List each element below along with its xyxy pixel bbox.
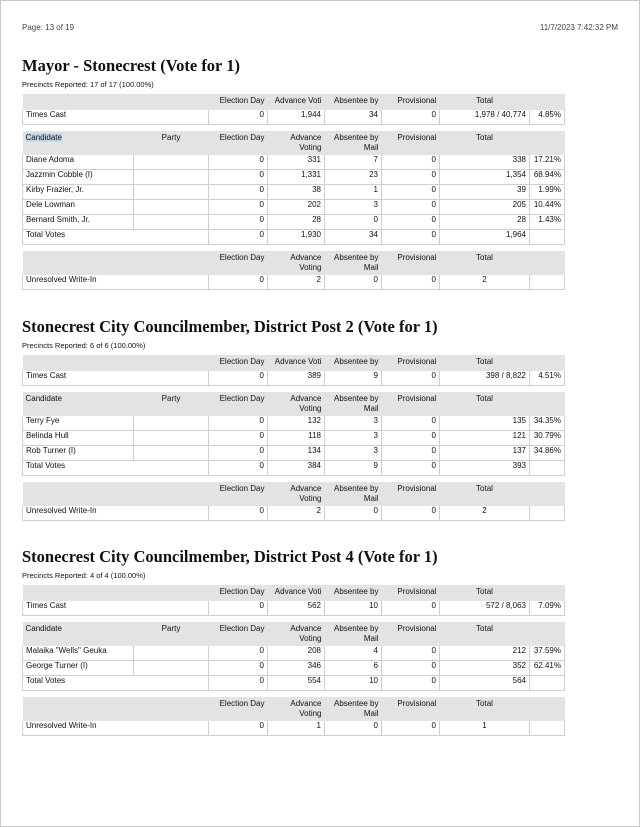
total-value: 1,354 [440, 170, 530, 185]
election-day-value: 0 [209, 110, 268, 125]
col-header-election_day: Election Day [219, 357, 265, 366]
col-header-provisional: Provisional [397, 587, 437, 596]
absentee-value: 10 [325, 676, 382, 691]
provisional-value: 0 [382, 661, 440, 676]
col-header-election_day: Election Day [219, 96, 265, 105]
col-header-advance-voting: Advance Voting [290, 699, 322, 718]
candidate-row [23, 215, 565, 230]
vote-percent: 17.21% [530, 155, 565, 170]
election-day-value: 0 [209, 170, 268, 185]
advance-value: 132 [268, 416, 325, 431]
absentee-value: 0 [325, 506, 382, 521]
precincts-reported: Precincts Reported: 6 of 6 (100.00%) [22, 341, 146, 350]
col-header-advance_voti: Advance Voti [274, 587, 322, 596]
candidate-name: Bernard Smith, Jr. [23, 215, 134, 230]
candidate-name: Jazzmin Cobble (I) [23, 170, 134, 185]
col-header-total: Total [476, 587, 493, 596]
provisional-value: 0 [382, 155, 440, 170]
times-cast-row [23, 371, 565, 386]
row-label: Total Votes [26, 461, 66, 470]
table-header-row [23, 392, 565, 416]
race-title: Stonecrest City Councilmember, District Post 4 (Vote for 1) [22, 547, 438, 566]
advance-value: 1 [268, 721, 325, 736]
col-header-advance-voting: Advance Voting [290, 133, 322, 152]
total-votes-row [23, 230, 565, 245]
col-header-absentee_by: Absentee by [334, 357, 379, 366]
candidate-name: Kirby Frazier, Jr. [23, 185, 134, 200]
provisional-value: 0 [382, 446, 440, 461]
total-value: 137 [440, 446, 530, 461]
total-value: 1 [440, 721, 530, 736]
times-cast-table [22, 94, 565, 125]
absentee-value: 0 [325, 215, 382, 230]
row-label: Unresolved Write-In [26, 275, 97, 284]
advance-value: 118 [268, 431, 325, 446]
total-value: 338 [440, 155, 530, 170]
vote-percent: 62.41% [530, 661, 565, 676]
turnout-percent: 7.09% [530, 601, 565, 616]
election-day-value: 0 [209, 446, 268, 461]
party-cell [134, 200, 209, 215]
empty-cell [530, 676, 565, 691]
advance-value: 208 [268, 646, 325, 661]
col-header-absentee-mail: Absentee by Mail [334, 624, 379, 643]
candidate-name: Belinda Hull [23, 431, 134, 446]
party-cell [134, 646, 209, 661]
race-title: Stonecrest City Councilmember, District Post 2 (Vote for 1) [22, 317, 438, 336]
party-cell [134, 661, 209, 676]
col-header-election_day: Election Day [219, 394, 265, 403]
table-header-row [23, 251, 565, 275]
col-header-election_day: Election Day [219, 624, 265, 633]
advance-value: 2 [268, 506, 325, 521]
report-datetime: 11/7/2023 7:42:32 PM [539, 23, 618, 32]
total-value: 564 [440, 676, 530, 691]
writein-row [23, 506, 565, 521]
table-header-row [23, 697, 565, 721]
election-day-value: 0 [209, 200, 268, 215]
col-header-absentee-mail: Absentee by Mail [334, 253, 379, 272]
absentee-value: 23 [325, 170, 382, 185]
provisional-value: 0 [382, 371, 440, 386]
turnout-percent: 4.51% [530, 371, 565, 386]
writein-table [22, 482, 565, 521]
empty-cell [530, 506, 565, 521]
page-number: Page: 13 of 19 [22, 23, 75, 32]
absentee-value: 34 [325, 110, 382, 125]
race-section [22, 318, 564, 521]
candidate-name: Rob Turner (I) [23, 446, 134, 461]
writein-row [23, 721, 565, 736]
col-header-total: Total [476, 357, 493, 366]
candidates-table [22, 131, 565, 245]
absentee-value: 3 [325, 431, 382, 446]
vote-percent: 1.43% [530, 215, 565, 230]
vote-percent: 37.59% [530, 646, 565, 661]
col-header-absentee_by: Absentee by [334, 96, 379, 105]
absentee-value: 9 [325, 461, 382, 476]
election-day-value: 0 [209, 230, 268, 245]
advance-value: 38 [268, 185, 325, 200]
table-header-row [23, 94, 565, 110]
total-value: 2 [440, 275, 530, 290]
absentee-value: 3 [325, 446, 382, 461]
total-value: 39 [440, 185, 530, 200]
col-header-total: Total [476, 394, 493, 403]
absentee-value: 7 [325, 155, 382, 170]
total-value: 135 [440, 416, 530, 431]
col-header-advance-voting: Advance Voting [290, 624, 322, 643]
table-header-row [23, 585, 565, 601]
empty-cell [530, 275, 565, 290]
total-value: 121 [440, 431, 530, 446]
col-header-advance_voti: Advance Voti [274, 357, 322, 366]
absentee-value: 0 [325, 275, 382, 290]
col-header-total: Total [476, 484, 493, 493]
absentee-value: 3 [325, 200, 382, 215]
provisional-value: 0 [382, 200, 440, 215]
total-value: 205 [440, 200, 530, 215]
party-cell [134, 185, 209, 200]
election-day-value: 0 [209, 721, 268, 736]
col-header-total: Total [476, 133, 493, 142]
col-header-absentee_by: Absentee by [334, 587, 379, 596]
row-label: Unresolved Write-In [26, 506, 97, 515]
col-header-advance-voting: Advance Voting [290, 253, 322, 272]
provisional-value: 0 [382, 185, 440, 200]
row-label: Times Cast [26, 110, 67, 119]
absentee-value: 4 [325, 646, 382, 661]
provisional-value: 0 [382, 506, 440, 521]
candidate-row [23, 416, 565, 431]
advance-value: 562 [268, 601, 325, 616]
candidate-name: Terry Fye [23, 416, 134, 431]
vote-percent: 30.79% [530, 431, 565, 446]
election-day-value: 0 [209, 676, 268, 691]
candidate-row [23, 170, 565, 185]
total-value: 398 / 8,822 [440, 371, 530, 386]
vote-percent: 34.35% [530, 416, 565, 431]
election-day-value: 0 [209, 661, 268, 676]
col-header-total: Total [476, 96, 493, 105]
vote-percent: 68.94% [530, 170, 565, 185]
total-value: 572 / 8,063 [440, 601, 530, 616]
col-header-total: Total [476, 253, 493, 262]
times-cast-table [22, 355, 565, 386]
party-cell [134, 446, 209, 461]
vote-percent: 34.86% [530, 446, 565, 461]
col-header-provisional: Provisional [397, 357, 437, 366]
provisional-value: 0 [382, 275, 440, 290]
advance-value: 2 [268, 275, 325, 290]
advance-value: 1,944 [268, 110, 325, 125]
election-day-value: 0 [209, 461, 268, 476]
party-cell [134, 215, 209, 230]
writein-table [22, 251, 565, 290]
election-day-value: 0 [209, 215, 268, 230]
table-header-row [23, 131, 565, 155]
candidate-row [23, 646, 565, 661]
col-header-advance-voting: Advance Voting [290, 484, 322, 503]
empty-cell [530, 230, 565, 245]
provisional-value: 0 [382, 601, 440, 616]
provisional-value: 0 [382, 721, 440, 736]
election-day-value: 0 [209, 646, 268, 661]
provisional-value: 0 [382, 461, 440, 476]
provisional-value: 0 [382, 170, 440, 185]
party-cell [134, 155, 209, 170]
table-header-row [23, 622, 565, 646]
precincts-reported: Precincts Reported: 4 of 4 (100.00%) [22, 571, 146, 580]
provisional-value: 0 [382, 110, 440, 125]
col-header-election_day: Election Day [219, 133, 265, 142]
vote-percent: 10.44% [530, 200, 565, 215]
advance-value: 28 [268, 215, 325, 230]
row-label: Total Votes [26, 230, 66, 239]
col-header-party: Party [161, 394, 181, 403]
col-header-provisional: Provisional [397, 96, 437, 105]
candidate-row [23, 155, 565, 170]
times-cast-row [23, 601, 565, 616]
total-value: 393 [440, 461, 530, 476]
absentee-value: 6 [325, 661, 382, 676]
col-header-provisional: Provisional [397, 133, 437, 142]
col-header-candidate: Candidate [25, 133, 62, 142]
total-votes-row [23, 676, 565, 691]
advance-value: 1,930 [268, 230, 325, 245]
row-label: Times Cast [26, 371, 67, 380]
col-header-absentee-mail: Absentee by Mail [334, 699, 379, 718]
col-header-party: Party [161, 624, 181, 633]
total-value: 352 [440, 661, 530, 676]
election-day-value: 0 [209, 601, 268, 616]
provisional-value: 0 [382, 416, 440, 431]
provisional-value: 0 [382, 676, 440, 691]
election-day-value: 0 [209, 155, 268, 170]
candidate-row [23, 661, 565, 676]
advance-value: 134 [268, 446, 325, 461]
candidate-name: Malaika "Wells" Geuka [23, 646, 134, 661]
advance-value: 554 [268, 676, 325, 691]
total-value: 1,964 [440, 230, 530, 245]
col-header-absentee-mail: Absentee by Mail [334, 484, 379, 503]
col-header-provisional: Provisional [397, 484, 437, 493]
col-header-provisional: Provisional [397, 253, 437, 262]
election-day-value: 0 [209, 185, 268, 200]
provisional-value: 0 [382, 646, 440, 661]
candidate-row [23, 446, 565, 461]
col-header-total: Total [476, 624, 493, 633]
col-header-total: Total [476, 699, 493, 708]
provisional-value: 0 [382, 230, 440, 245]
race-section [22, 548, 564, 736]
row-label: Times Cast [26, 601, 67, 610]
election-day-value: 0 [209, 431, 268, 446]
advance-value: 331 [268, 155, 325, 170]
precincts-reported: Precincts Reported: 17 of 17 (100.00%) [22, 80, 154, 89]
col-header-candidate: Candidate [25, 624, 62, 633]
table-header-row [23, 355, 565, 371]
total-votes-row [23, 461, 565, 476]
col-header-provisional: Provisional [397, 624, 437, 633]
col-header-party: Party [161, 133, 181, 142]
col-header-candidate: Candidate [25, 394, 62, 403]
vote-percent: 1.99% [530, 185, 565, 200]
absentee-value: 1 [325, 185, 382, 200]
total-value: 212 [440, 646, 530, 661]
election-day-value: 0 [209, 506, 268, 521]
provisional-value: 0 [382, 215, 440, 230]
turnout-percent: 4.85% [530, 110, 565, 125]
row-label: Total Votes [26, 676, 66, 685]
candidate-name: Dele Lowman [23, 200, 134, 215]
total-value: 2 [440, 506, 530, 521]
absentee-value: 34 [325, 230, 382, 245]
election-day-value: 0 [209, 416, 268, 431]
col-header-election_day: Election Day [219, 587, 265, 596]
row-label: Unresolved Write-In [26, 721, 97, 730]
absentee-value: 9 [325, 371, 382, 386]
advance-value: 346 [268, 661, 325, 676]
race-section [22, 57, 564, 290]
candidate-row [23, 185, 565, 200]
election-day-value: 0 [209, 371, 268, 386]
advance-value: 202 [268, 200, 325, 215]
empty-cell [530, 461, 565, 476]
party-cell [134, 170, 209, 185]
writein-table [22, 697, 565, 736]
advance-value: 384 [268, 461, 325, 476]
col-header-advance_voti: Advance Voti [274, 96, 322, 105]
empty-cell [530, 721, 565, 736]
party-cell [134, 431, 209, 446]
total-value: 28 [440, 215, 530, 230]
col-header-absentee-mail: Absentee by Mail [334, 394, 379, 413]
race-title: Mayor - Stonecrest (Vote for 1) [22, 56, 240, 75]
col-header-provisional: Provisional [397, 394, 437, 403]
candidate-name: George Turner (I) [23, 661, 134, 676]
candidates-table [22, 622, 565, 691]
col-header-absentee-mail: Absentee by Mail [334, 133, 379, 152]
table-header-row [23, 482, 565, 506]
candidate-row [23, 431, 565, 446]
total-value: 1,978 / 40,774 [440, 110, 530, 125]
absentee-value: 3 [325, 416, 382, 431]
absentee-value: 10 [325, 601, 382, 616]
advance-value: 389 [268, 371, 325, 386]
election-day-value: 0 [209, 275, 268, 290]
candidates-table [22, 392, 565, 476]
advance-value: 1,331 [268, 170, 325, 185]
times-cast-table [22, 585, 565, 616]
col-header-election_day: Election Day [219, 253, 265, 262]
provisional-value: 0 [382, 431, 440, 446]
col-header-election_day: Election Day [219, 484, 265, 493]
absentee-value: 0 [325, 721, 382, 736]
candidate-row [23, 200, 565, 215]
party-cell [134, 416, 209, 431]
writein-row [23, 275, 565, 290]
times-cast-row [23, 110, 565, 125]
col-header-election_day: Election Day [219, 699, 265, 708]
col-header-advance-voting: Advance Voting [290, 394, 322, 413]
col-header-provisional: Provisional [397, 699, 437, 708]
candidate-name: Diane Adoma [23, 155, 134, 170]
